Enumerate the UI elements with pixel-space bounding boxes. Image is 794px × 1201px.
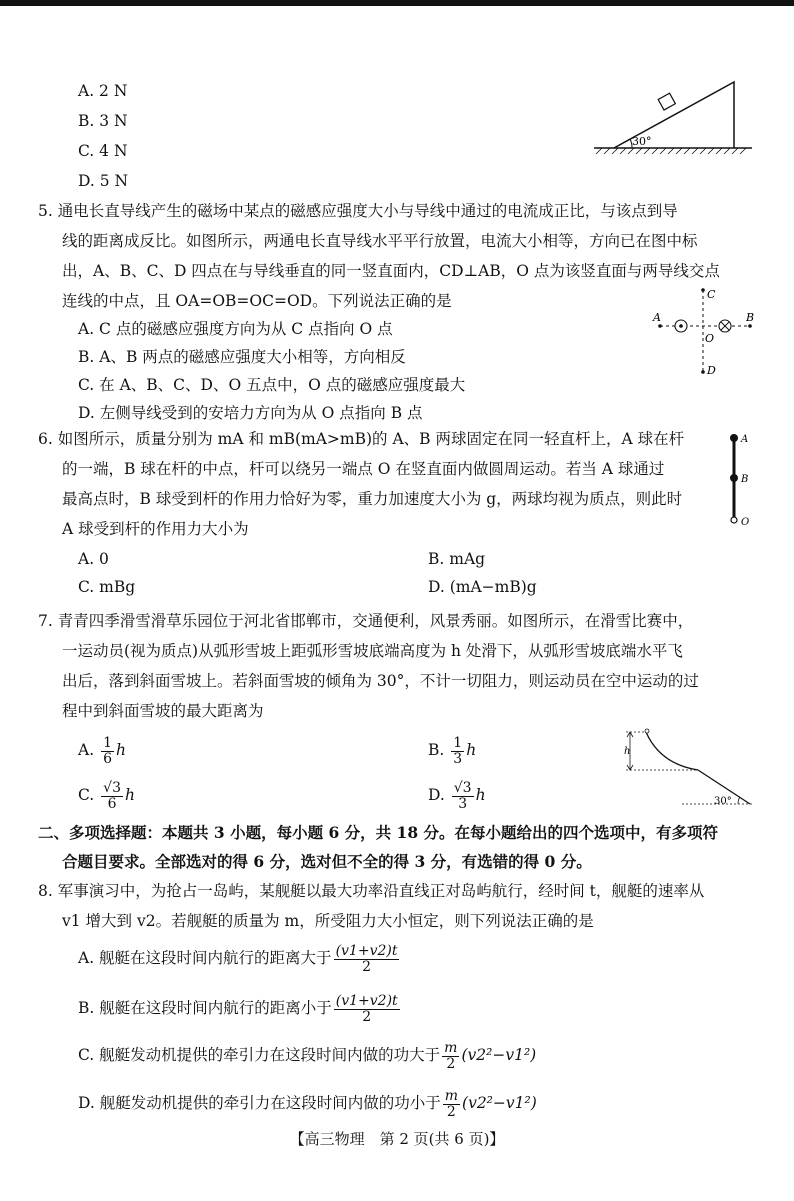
q6-option-c: C. mBg [78, 578, 136, 596]
ball-a-label: A [741, 434, 749, 445]
q8-option-d: D. 舰艇发动机提供的牵引力在这段时间内做的功小于 $\frac{m}{2}$ (v2²−v1²) [78, 1087, 537, 1120]
ball-b-label: B [741, 474, 749, 485]
q6-option-b: B. mAg [428, 550, 486, 568]
q6-line-2: 的一端，B 球在杆的中点，杆可以绕另一端点 O 在竖直面内做圆周运动。若当 A 球通过 [62, 460, 665, 478]
point-b-label: B [746, 311, 755, 324]
q5-line-4: 连线的中点，且 OA=OB=OC=OD。下列说法正确的是 [62, 292, 452, 310]
rod-figure [726, 430, 756, 528]
q7-option-a: A. $\frac{1}{6}$ h [78, 734, 126, 767]
point-o-label: O [705, 332, 715, 345]
slope-angle-label: 30° [714, 796, 732, 807]
q5-line-3: 出，A、B、C、D 四点在与导线垂直的同一竖直面内，CD⊥AB，O 点为该竖直面与两导线交点 [62, 262, 720, 280]
q6-line-1: 6. 如图所示，质量分别为 mA 和 mB(mA>mB)的 A、B 两球固定在同一轻直杆上，A 球在杆 [38, 430, 685, 448]
q5-option-a: A. C 点的磁感应强度方向为从 C 点指向 O 点 [78, 320, 393, 338]
skier-icon [645, 729, 649, 733]
section2-line-2: 合题目要求。全部选对的得 6 分，选对但不全的得 3 分，有选错的得 0 分。 [62, 852, 592, 871]
q7-line-2: 一运动员(视为质点)从弧形雪坡上距弧形雪坡底端高度为 h 处滑下，从弧形雪坡底端水平飞 [62, 642, 683, 660]
q7-option-c: C. $\frac{√3}{6}$ h [78, 779, 135, 812]
q5-option-d: D. 左侧导线受到的安培力方向为从 O 点指向 B 点 [78, 404, 423, 422]
q7-line-3: 出后，落到斜面雪坡上。若斜面雪坡的倾角为 30°，不计一切阻力，则运动员在空中运动的过 [62, 672, 699, 690]
q6-line-3: 最高点时，B 球受到杆的作用力恰好为零，重力加速度大小为 g，两球均视为质点，则此时 [62, 490, 683, 508]
q5-option-b: B. A、B 两点的磁感应强度大小相等，方向相反 [78, 348, 406, 366]
q7-line-1: 7. 青青四季滑雪滑草乐园位于河北省邯郸市，交通便利，风景秀丽。如图所示，在滑雪比赛中， [38, 612, 694, 630]
q5-line-1: 5. 通电长直导线产生的磁场中某点的磁感应强度大小与导线中通过的电流成正比，与该点到导 [38, 202, 678, 220]
top-border [0, 0, 794, 6]
incline-figure [592, 80, 754, 158]
q8-option-c: C. 舰艇发动机提供的牵引力在这段时间内做的功大于 $\frac{m}{2}$ (v2²−v1²) [78, 1039, 537, 1072]
q7-option-d: D. $\frac{√3}{3}$ h [428, 779, 486, 812]
prev-option-b: B. 3 N [78, 112, 128, 130]
point-d-label: D [707, 364, 716, 377]
section2-line-1: 二、多项选择题：本题共 3 小题，每小题 6 分，共 18 分。在每小题给出的四个选项中，有多项符 [38, 823, 719, 842]
point-c-label: C [707, 288, 716, 301]
height-h-label: h [624, 746, 631, 757]
q8-line-1: 8. 军事演习中，为抢占一岛屿，某舰艇以最大功率沿直线正对岛屿航行，经时间 t，舰艇的速率从 [38, 882, 705, 900]
prev-option-a: A. 2 N [78, 82, 128, 100]
pivot-o-label: O [741, 517, 750, 528]
q8-option-a: A. 舰艇在这段时间内航行的距离大于 $\frac{(v1+v2)t}{2}$ [78, 942, 398, 975]
q6-option-a: A. 0 [78, 550, 109, 568]
page-footer: 【高三物理 第 2 页(共 6 页)】 [289, 1130, 505, 1148]
q8-option-b: B. 舰艇在这段时间内航行的距离小于 $\frac{(v1+v2)t}{2}$ [78, 992, 398, 1025]
incline-angle-label: 30° [632, 135, 652, 148]
ski-slope-figure [616, 724, 756, 814]
q7-option-b: B. $\frac{1}{3}$ h [428, 734, 477, 767]
point-a-label: A [653, 311, 661, 324]
q7-line-4: 程中到斜面雪坡的最大距离为 [62, 702, 264, 720]
wires-figure [650, 284, 760, 378]
q6-option-d: D. (mA−mB)g [428, 578, 537, 596]
q6-line-4: A 球受到杆的作用力大小为 [62, 520, 249, 538]
q5-line-2: 线的距离成反比。如图所示，两通电长直导线水平平行放置，电流大小相等，方向已在图中标 [62, 232, 698, 250]
prev-option-d: D. 5 N [78, 172, 129, 190]
prev-option-c: C. 4 N [78, 142, 128, 160]
q5-option-c: C. 在 A、B、C、D、O 五点中，O 点的磁感应强度最大 [78, 376, 466, 394]
q8-line-2: v1 增大到 v2。若舰艇的质量为 m，所受阻力大小恒定，则下列说法正确的是 [62, 912, 594, 930]
